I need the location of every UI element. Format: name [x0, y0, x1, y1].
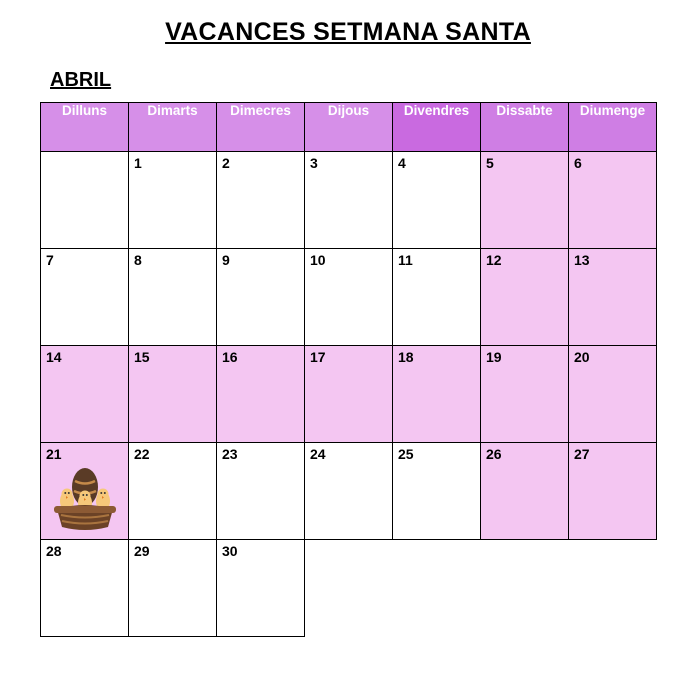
day-number: 20	[574, 349, 590, 365]
calendar-body	[41, 152, 657, 637]
day-number: 15	[134, 349, 150, 365]
day-number: 29	[134, 543, 150, 559]
day-number: 12	[486, 252, 502, 268]
day-number: 27	[574, 446, 590, 462]
calendar-week-row	[41, 249, 657, 346]
weekday-header-dilluns: Dilluns	[41, 103, 129, 152]
weekday-header-dimecres: Dimecres	[217, 103, 305, 152]
calendar-day-9	[217, 249, 305, 346]
page-title: VACANCES SETMANA SANTA	[165, 18, 531, 46]
calendar-day-29	[129, 540, 217, 637]
calendar-day-13	[569, 249, 657, 346]
calendar-day-4	[393, 152, 481, 249]
day-number: 19	[486, 349, 502, 365]
day-number: 17	[310, 349, 326, 365]
day-number: 2	[222, 155, 230, 171]
day-number: 11	[398, 252, 413, 268]
calendar-day-3	[305, 152, 393, 249]
calendar-day-18	[393, 346, 481, 443]
calendar-day-19	[481, 346, 569, 443]
weekday-header-row	[41, 103, 657, 152]
calendar-cell-empty	[305, 540, 393, 637]
calendar-header-row	[41, 103, 657, 152]
calendar-day-21	[41, 443, 129, 540]
weekday-header-divendres: Divendres	[393, 103, 481, 152]
easter-basket-icon	[49, 465, 121, 533]
calendar-day-24	[305, 443, 393, 540]
calendar-page	[0, 18, 696, 692]
calendar-day-7	[41, 249, 129, 346]
calendar-day-1	[129, 152, 217, 249]
weekday-header-diumenge: Diumenge	[569, 103, 657, 152]
calendar-week-row	[41, 152, 657, 249]
calendar-week-row	[41, 346, 657, 443]
calendar-day-30	[217, 540, 305, 637]
day-number: 23	[222, 446, 238, 462]
day-number: 16	[222, 349, 238, 365]
calendar-day-16	[217, 346, 305, 443]
day-number: 7	[46, 252, 54, 268]
calendar-cell-empty	[569, 540, 657, 637]
calendar-week-row	[41, 443, 657, 540]
day-number: 28	[46, 543, 62, 559]
calendar-week-row	[41, 540, 657, 637]
day-number: 3	[310, 155, 318, 171]
day-number: 10	[310, 252, 326, 268]
day-number: 18	[398, 349, 414, 365]
calendar-day-6	[569, 152, 657, 249]
calendar-table	[40, 102, 657, 637]
day-number: 4	[398, 155, 406, 171]
calendar-day-26	[481, 443, 569, 540]
calendar-day-22	[129, 443, 217, 540]
calendar-cell-empty	[393, 540, 481, 637]
day-number: 6	[574, 155, 582, 171]
calendar-day-27	[569, 443, 657, 540]
calendar-day-20	[569, 346, 657, 443]
day-number: 8	[134, 252, 142, 268]
day-number: 30	[222, 543, 238, 559]
day-number: 9	[222, 252, 230, 268]
calendar-cell-blank	[41, 152, 129, 249]
day-number: 24	[310, 446, 326, 462]
day-number: 13	[574, 252, 590, 268]
calendar-day-23	[217, 443, 305, 540]
calendar-day-25	[393, 443, 481, 540]
calendar-day-12	[481, 249, 569, 346]
day-number: 5	[486, 155, 494, 171]
day-number: 26	[486, 446, 502, 462]
calendar-day-28	[41, 540, 129, 637]
weekday-header-dijous: Dijous	[305, 103, 393, 152]
calendar-day-2	[217, 152, 305, 249]
calendar-day-10	[305, 249, 393, 346]
month-label: ABRIL	[50, 69, 112, 91]
calendar-day-8	[129, 249, 217, 346]
calendar-cell-empty	[481, 540, 569, 637]
day-number: 1	[134, 155, 142, 171]
calendar-day-15	[129, 346, 217, 443]
day-number: 14	[46, 349, 62, 365]
calendar-day-11	[393, 249, 481, 346]
day-number: 25	[398, 446, 414, 462]
weekday-header-dimarts: Dimarts	[129, 103, 217, 152]
calendar-day-17	[305, 346, 393, 443]
calendar-day-5	[481, 152, 569, 249]
day-number: 21	[46, 446, 62, 462]
day-number: 22	[134, 446, 150, 462]
weekday-header-dissabte: Dissabte	[481, 103, 569, 152]
calendar-day-14	[41, 346, 129, 443]
